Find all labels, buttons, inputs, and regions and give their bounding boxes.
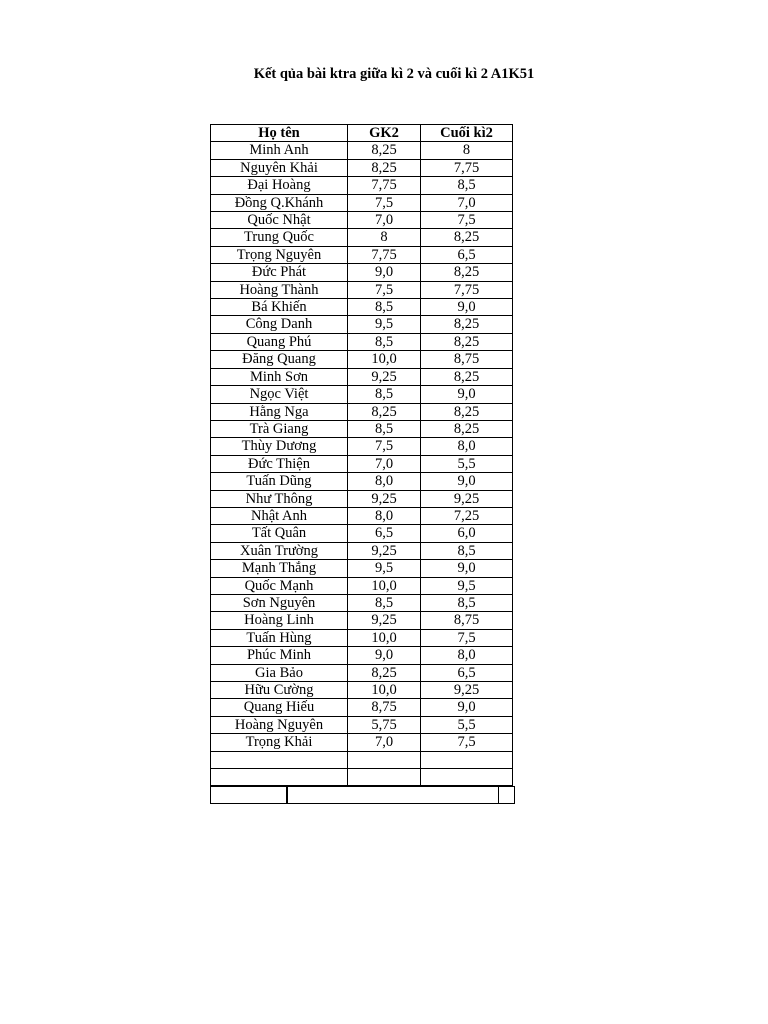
cell-final [421,769,513,786]
cell-name: Bá Khiến [211,299,348,316]
table-row [211,682,513,699]
cell-name: Trọng Nguyên [211,246,348,263]
cell-name: Quốc Nhật [211,212,348,229]
table-row [211,281,513,298]
cell-gk2: 9,25 [348,612,421,629]
cell-name [211,769,348,786]
cell-gk2: 7,5 [348,281,421,298]
table-row [211,716,513,733]
cell-gk2: 9,25 [348,542,421,559]
cell-name: Minh Anh [211,142,348,159]
table-row [211,246,513,263]
cell-final: 7,25 [421,507,513,524]
cell-gk2 [348,769,421,786]
header-final: Cuối kì2 [421,125,513,142]
table-row [211,577,513,594]
cell-final: 6,5 [421,246,513,263]
cell-name: Hằng Nga [211,403,348,420]
cell-name [211,751,348,768]
cell-name: Hữu Cường [211,682,348,699]
table-row [211,142,513,159]
cell-name: Minh Sơn [211,368,348,385]
cell-gk2: 8,5 [348,386,421,403]
cell-final: 8,75 [421,351,513,368]
cell-final: 6,5 [421,664,513,681]
footer-cell [286,786,499,804]
table-row [211,542,513,559]
cell-name: Trung Quốc [211,229,348,246]
table-row [211,455,513,472]
cell-final: 8 [421,142,513,159]
cell-gk2: 8,75 [348,699,421,716]
table-header-row [211,125,513,142]
cell-gk2 [348,751,421,768]
cell-name: Như Thông [211,490,348,507]
cell-final: 8,25 [421,229,513,246]
table-row [211,177,513,194]
table-row [211,368,513,385]
table-row [211,612,513,629]
cell-name: Tất Quân [211,525,348,542]
cell-gk2: 10,0 [348,682,421,699]
table-row [211,734,513,751]
cell-final: 8,5 [421,542,513,559]
cell-name: Nguyên Khải [211,159,348,176]
cell-final: 9,25 [421,682,513,699]
cell-gk2: 8,25 [348,403,421,420]
cell-final: 5,5 [421,716,513,733]
cell-final: 9,25 [421,490,513,507]
cell-gk2: 8,25 [348,159,421,176]
cell-gk2: 10,0 [348,577,421,594]
cell-name: Tuấn Dũng [211,473,348,490]
cell-name: Trọng Khải [211,734,348,751]
cell-final: 9,0 [421,699,513,716]
table-row [211,438,513,455]
cell-final: 9,5 [421,577,513,594]
cell-gk2: 10,0 [348,629,421,646]
cell-name: Trà Giang [211,420,348,437]
table-row [211,316,513,333]
table-row [211,386,513,403]
table-row [211,212,513,229]
cell-name: Quốc Mạnh [211,577,348,594]
cell-gk2: 7,75 [348,246,421,263]
cell-name: Phúc Minh [211,647,348,664]
cell-name: Thùy Dương [211,438,348,455]
cell-final: 8,25 [421,420,513,437]
table-row [211,333,513,350]
table-row [211,525,513,542]
cell-gk2: 8,5 [348,420,421,437]
table-row [211,629,513,646]
table-row [211,420,513,437]
cell-gk2: 9,0 [348,264,421,281]
cell-gk2: 8,25 [348,664,421,681]
cell-final: 8,5 [421,177,513,194]
cell-name: Quang Phú [211,333,348,350]
cell-gk2: 10,0 [348,351,421,368]
cell-name: Đại Hoàng [211,177,348,194]
cell-name: Đức Phát [211,264,348,281]
table-row [211,594,513,611]
cell-name: Đăng Quang [211,351,348,368]
cell-final: 8,0 [421,647,513,664]
table-row [211,159,513,176]
cell-final: 8,75 [421,612,513,629]
cell-name: Đức Thiện [211,455,348,472]
cell-gk2: 9,5 [348,316,421,333]
cell-final: 9,0 [421,299,513,316]
header-gk2: GK2 [348,125,421,142]
table-row [211,473,513,490]
cell-name: Hoàng Thành [211,281,348,298]
table-row [211,351,513,368]
cell-name: Gia Bảo [211,664,348,681]
cell-gk2: 9,0 [348,647,421,664]
cell-final: 8,25 [421,264,513,281]
cell-final: 6,0 [421,525,513,542]
table-row [211,751,513,768]
cell-final [421,751,513,768]
cell-name: Sơn Nguyên [211,594,348,611]
cell-final: 8,25 [421,333,513,350]
cell-final: 7,0 [421,194,513,211]
cell-gk2: 7,0 [348,734,421,751]
cell-gk2: 8,0 [348,473,421,490]
table-footer-row [210,786,515,803]
table-row [211,507,513,524]
table-row [211,560,513,577]
table-row [211,264,513,281]
cell-name: Hoàng Linh [211,612,348,629]
cell-final: 8,25 [421,403,513,420]
cell-gk2: 7,5 [348,194,421,211]
table-row [211,490,513,507]
cell-gk2: 8,5 [348,594,421,611]
cell-gk2: 7,0 [348,455,421,472]
scores-table [210,124,513,786]
cell-name: Quang Hiếu [211,699,348,716]
cell-final: 7,5 [421,734,513,751]
cell-final: 7,5 [421,629,513,646]
cell-gk2: 8,5 [348,299,421,316]
footer-cell [498,786,515,804]
table-row [211,769,513,786]
cell-name: Tuấn Hùng [211,629,348,646]
cell-final: 9,0 [421,560,513,577]
cell-final: 9,0 [421,473,513,490]
cell-gk2: 7,0 [348,212,421,229]
cell-name: Ngọc Việt [211,386,348,403]
cell-final: 7,75 [421,159,513,176]
cell-final: 8,25 [421,368,513,385]
cell-final: 5,5 [421,455,513,472]
cell-name: Hoàng Nguyên [211,716,348,733]
table-row [211,299,513,316]
table-row [211,229,513,246]
table-row [211,647,513,664]
cell-name: Mạnh Thắng [211,560,348,577]
footer-cell [210,786,288,804]
cell-name: Xuân Trường [211,542,348,559]
cell-final: 8,5 [421,594,513,611]
cell-name: Đồng Q.Khánh [211,194,348,211]
cell-final: 7,5 [421,212,513,229]
cell-gk2: 9,25 [348,368,421,385]
cell-final: 8,25 [421,316,513,333]
header-name: Họ tên [211,125,348,142]
table-row [211,194,513,211]
table-row [211,699,513,716]
cell-gk2: 8,0 [348,507,421,524]
cell-gk2: 7,75 [348,177,421,194]
cell-final: 8,0 [421,438,513,455]
page-title: Kết qủa bài ktra giữa kì 2 và cuối kì 2 A1K51 [253,66,535,82]
cell-gk2: 9,5 [348,560,421,577]
cell-gk2: 8 [348,229,421,246]
cell-name: Công Danh [211,316,348,333]
cell-final: 7,75 [421,281,513,298]
cell-name: Nhật Anh [211,507,348,524]
cell-gk2: 7,5 [348,438,421,455]
table-row [211,403,513,420]
cell-gk2: 9,25 [348,490,421,507]
cell-gk2: 5,75 [348,716,421,733]
cell-gk2: 8,25 [348,142,421,159]
table-row [211,664,513,681]
cell-gk2: 8,5 [348,333,421,350]
cell-gk2: 6,5 [348,525,421,542]
cell-final: 9,0 [421,386,513,403]
